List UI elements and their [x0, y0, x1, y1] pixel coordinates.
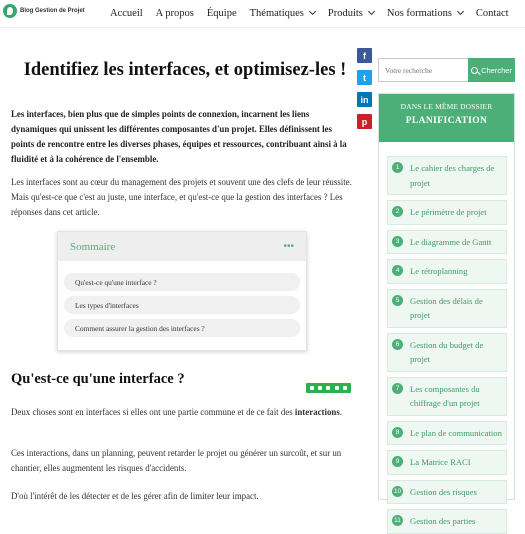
dossier-item-label: Gestion des délais de projet — [410, 295, 483, 320]
toolbar-copy-icon[interactable] — [326, 386, 330, 390]
search-button[interactable] — [468, 58, 515, 82]
dossier-item-number: 11 — [392, 515, 403, 526]
dossier-item[interactable] — [387, 421, 507, 446]
nav-item-label: Équipe — [206, 8, 237, 19]
toc-item[interactable]: Les types d'interfaces — [64, 296, 300, 314]
nav-item-2[interactable] — [207, 8, 237, 19]
logo-text: Blog Gestion de Projet — [20, 8, 85, 14]
toc-menu-icon[interactable]: ••• — [283, 241, 294, 252]
search-input[interactable] — [378, 58, 468, 82]
dossier-item-label: Gestion des risques — [410, 486, 477, 497]
dossier-item-label: Le rétroplanning — [410, 266, 468, 276]
dossier-item[interactable] — [387, 230, 507, 255]
dossier-header — [379, 94, 514, 142]
search-icon — [471, 67, 478, 74]
toolbar-more-icon[interactable] — [343, 386, 347, 390]
social-share-bar — [357, 48, 372, 136]
nav-item-4[interactable] — [328, 8, 374, 19]
chevron-down-icon — [368, 8, 375, 15]
dossier-item-number: 9 — [392, 456, 403, 467]
site-logo[interactable] — [3, 4, 85, 18]
nav-item-label: Accueil — [110, 8, 143, 19]
dossier-item[interactable] — [387, 509, 507, 534]
nav-item-0[interactable] — [110, 8, 143, 19]
twitter-share-button[interactable]: t — [357, 70, 372, 85]
search-form — [378, 58, 515, 82]
dossier-item[interactable] — [387, 333, 507, 372]
dossier-item[interactable] — [387, 200, 507, 225]
article-paragraph: Ces interactions, dans un planning, peuvent retarder le projet ou générer un surcoût, et sur un chantier, elles augmentent les risques d'accidents. — [11, 448, 342, 473]
logo-mark-icon — [3, 4, 17, 18]
nav-item-label: Nos formations — [386, 8, 452, 19]
dossier-item[interactable] — [387, 480, 507, 505]
nav-item-3[interactable] — [250, 8, 315, 19]
nav-item-5[interactable] — [387, 8, 463, 19]
main-nav — [110, 8, 522, 19]
article-lead: Les interfaces, bien plus que de simples points de connexion, incarnent les liens dynamiques qui unissent les différentes composantes d'un projet. Elles définissent les points de rencontre entre les diverses phases, équipes et ressources, contribuant ainsi à la fluidité et à la cohérence de l'ensemble. — [11, 109, 347, 164]
bold-term: interactions — [294, 407, 340, 417]
dossier-item[interactable] — [387, 259, 507, 284]
chevron-down-icon — [457, 8, 464, 15]
dossier-item-number: 3 — [392, 236, 403, 247]
nav-item-label: A propos — [155, 8, 194, 19]
chevron-down-icon — [309, 8, 316, 15]
dossier-title: PLANIFICATION — [405, 116, 488, 126]
linkedin-share-button[interactable]: in — [357, 92, 372, 107]
pinterest-share-button[interactable]: p — [357, 114, 372, 129]
toolbar-delete-icon[interactable] — [335, 386, 339, 390]
toolbar-edit-icon[interactable] — [318, 386, 322, 390]
article-paragraph: D'où l'intérêt de les détecter et de les gérer afin de limiter leur impact. — [11, 491, 259, 501]
toc-title: Sommaire — [70, 240, 116, 253]
toc-item[interactable]: Comment assurer la gestion des interfaces ? — [64, 319, 300, 337]
dossier-item-label: Les composantes du chiffrage d'un projet — [410, 383, 480, 408]
dossier-item-label: Gestion des parties — [410, 516, 476, 526]
nav-item-label: Contact — [475, 8, 509, 19]
dossier-item-label: Le périmètre de projet — [410, 207, 487, 217]
article-paragraph: Deux choses sont en interfaces si elles ont une partie commune et de ce fait des interactions. — [11, 407, 342, 417]
nav-item-6[interactable] — [476, 8, 509, 19]
table-of-contents — [57, 231, 307, 351]
nav-item-1[interactable] — [156, 8, 194, 19]
dossier-item-number: 8 — [392, 427, 403, 438]
dossier-item-label: La Matrice RACI — [410, 457, 471, 467]
dossier-item[interactable] — [387, 450, 507, 475]
dossier-item-number: 6 — [392, 339, 403, 350]
related-dossier-widget — [378, 93, 515, 526]
dossier-subtitle: DANS LE MÊME DOSSIER — [400, 102, 493, 111]
dossier-item-number: 7 — [392, 383, 403, 394]
dossier-item[interactable] — [387, 156, 507, 195]
dossier-list — [379, 142, 514, 534]
nav-item-label: Produits — [327, 8, 363, 19]
toc-header[interactable] — [58, 232, 306, 261]
site-header — [0, 0, 525, 28]
dossier-item-number: 5 — [392, 295, 403, 306]
article-title: Identifiez les interfaces, et optimisez-les ! — [23, 60, 347, 80]
dossier-item-number: 2 — [392, 206, 403, 217]
toolbar-move-icon[interactable] — [310, 386, 314, 390]
dossier-item-label: Le diagramme de Gantt — [410, 236, 492, 247]
dossier-item-label: Gestion du budget de projet — [410, 339, 484, 364]
toc-item[interactable]: Qu'est-ce qu'une interface ? — [64, 273, 300, 291]
dossier-item-label: Le plan de communication — [410, 427, 502, 438]
dossier-item-number: 10 — [393, 487, 402, 495]
edit-toolbar[interactable] — [306, 383, 351, 393]
nav-item-label: Thématiques — [249, 8, 304, 19]
dossier-item-label: Le cahier des charges de projet — [410, 163, 495, 188]
dossier-item-number: 1 — [392, 162, 403, 173]
search-button-label: Chercher — [481, 65, 512, 75]
dossier-item[interactable] — [387, 289, 507, 328]
article-intro-paragraph: Les interfaces sont au cœur du management des projets et souvent une des clefs de leur réussite. Mais qu'est-ce que c'est au juste, une interface, et qu'est-ce que la gestion des interfaces ? Les réponses dans cet article. — [11, 177, 352, 217]
section-heading: Qu'est-ce qu'une interface ? — [11, 371, 185, 387]
dossier-item-number: 4 — [392, 265, 403, 276]
toc-list — [58, 261, 306, 337]
dossier-item[interactable] — [387, 377, 507, 416]
facebook-share-button[interactable]: f — [357, 48, 372, 63]
